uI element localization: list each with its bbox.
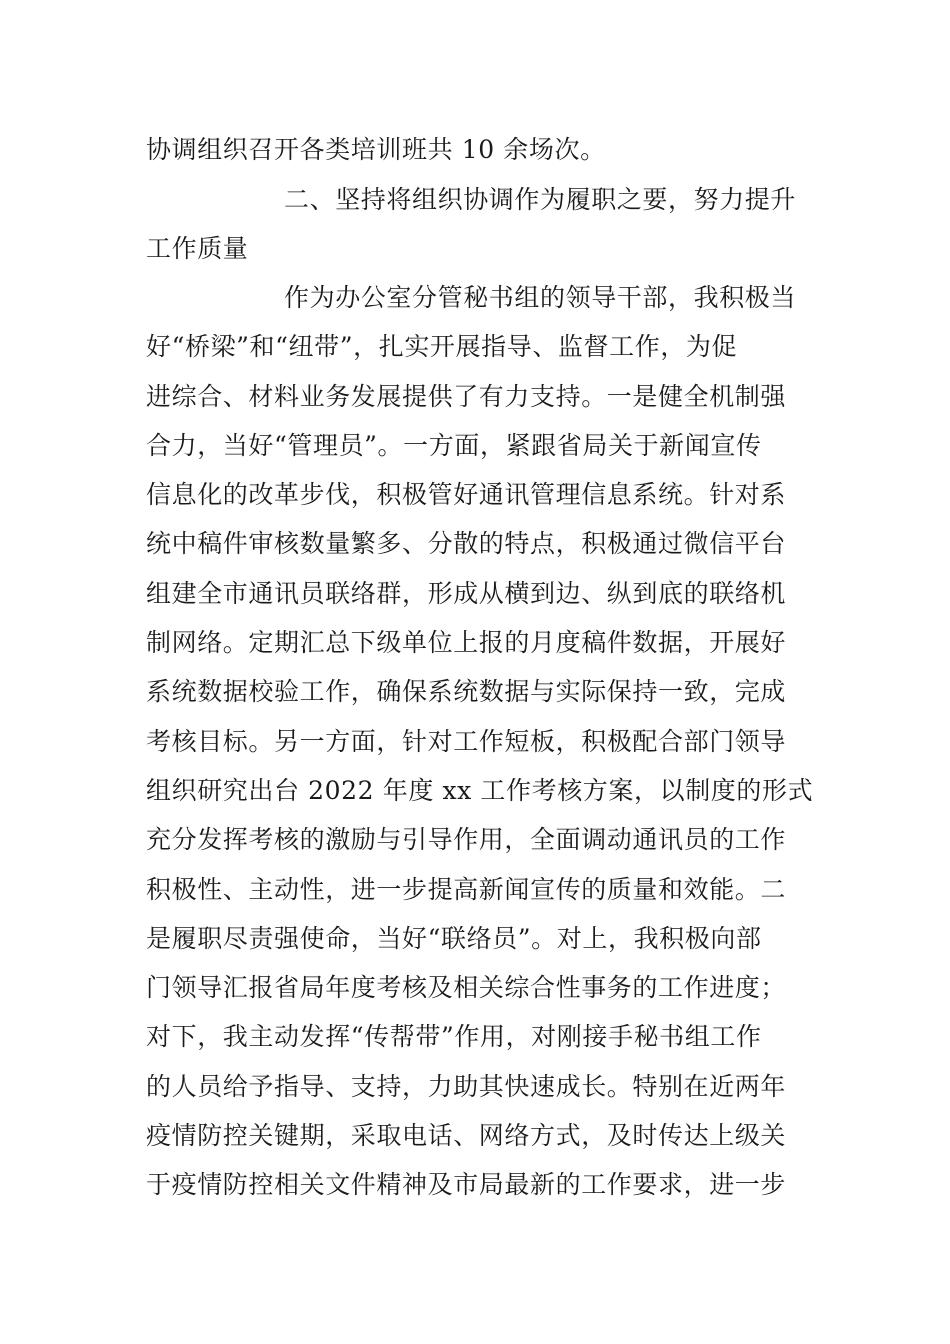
text-line: 于疫情防控相关文件精神及市局最新的工作要求，进一步 — [146, 1170, 787, 1200]
text-line: 门领导汇报省局年度考核及相关综合性事务的工作进度； — [146, 973, 787, 1003]
heading-line: 工作质量 — [146, 234, 249, 264]
text-line: 信息化的改革步伐，积极管好通讯管理信息系统。针对系 — [146, 480, 787, 510]
text-line: 是履职尽责强使命，当好“联络员”。对上，我积极向部 — [146, 923, 762, 953]
text-line: 积极性、主动性，进一步提高新闻宣传的质量和效能。二 — [146, 874, 787, 904]
heading-line: 二、坚持将组织协调作为履职之要，努力提升 — [284, 185, 797, 214]
text-line: 统中稿件审核数量繁多、分散的特点，积极通过微信平台 — [146, 529, 787, 559]
text-line: 协调组织召开各类培训班共 10 余场次。 — [146, 135, 606, 164]
text-line: 疫情防控关键期，采取电话、网络方式，及时传达上级关 — [146, 1121, 787, 1151]
body-paragraph — [146, 273, 814, 1210]
text-line: 进综合、材料业务发展提供了有力支持。一是健全机制强 — [146, 381, 787, 411]
text-line: 好“桥梁”和“纽带”，扎实开展指导、监督工作，为促 — [146, 332, 738, 362]
text-line: 系统数据校验工作，确保系统数据与实际保持一致，完成 — [146, 677, 787, 707]
text-line: 合力，当好“管理员”。一方面，紧跟省局关于新闻宣传 — [146, 430, 762, 460]
text-line: 组织研究出台 2022 年度 xx 工作考核方案，以制度的形式 — [146, 775, 814, 805]
text-line: 充分发挥考核的激励与引导作用，全面调动通讯员的工作 — [146, 825, 787, 855]
text-line: 作为办公室分管秘书组的领导干部，我积极当 — [284, 283, 797, 312]
text-line: 制网络。定期汇总下级单位上报的月度稿件数据，开展好 — [146, 628, 787, 658]
text-line: 对下，我主动发挥“传帮带”作用，对刚接手秘书组工作 — [146, 1022, 762, 1052]
text-line: 组建全市通讯员联络群，形成从横到边、纵到底的联络机 — [146, 578, 787, 608]
text-line: 的人员给予指导、支持，力助其快速成长。特别在近两年 — [146, 1071, 787, 1101]
section-heading — [146, 175, 806, 274]
lead-paragraph — [146, 125, 806, 174]
text-line: 考核目标。另一方面，针对工作短板，积极配合部门领导 — [146, 726, 787, 756]
